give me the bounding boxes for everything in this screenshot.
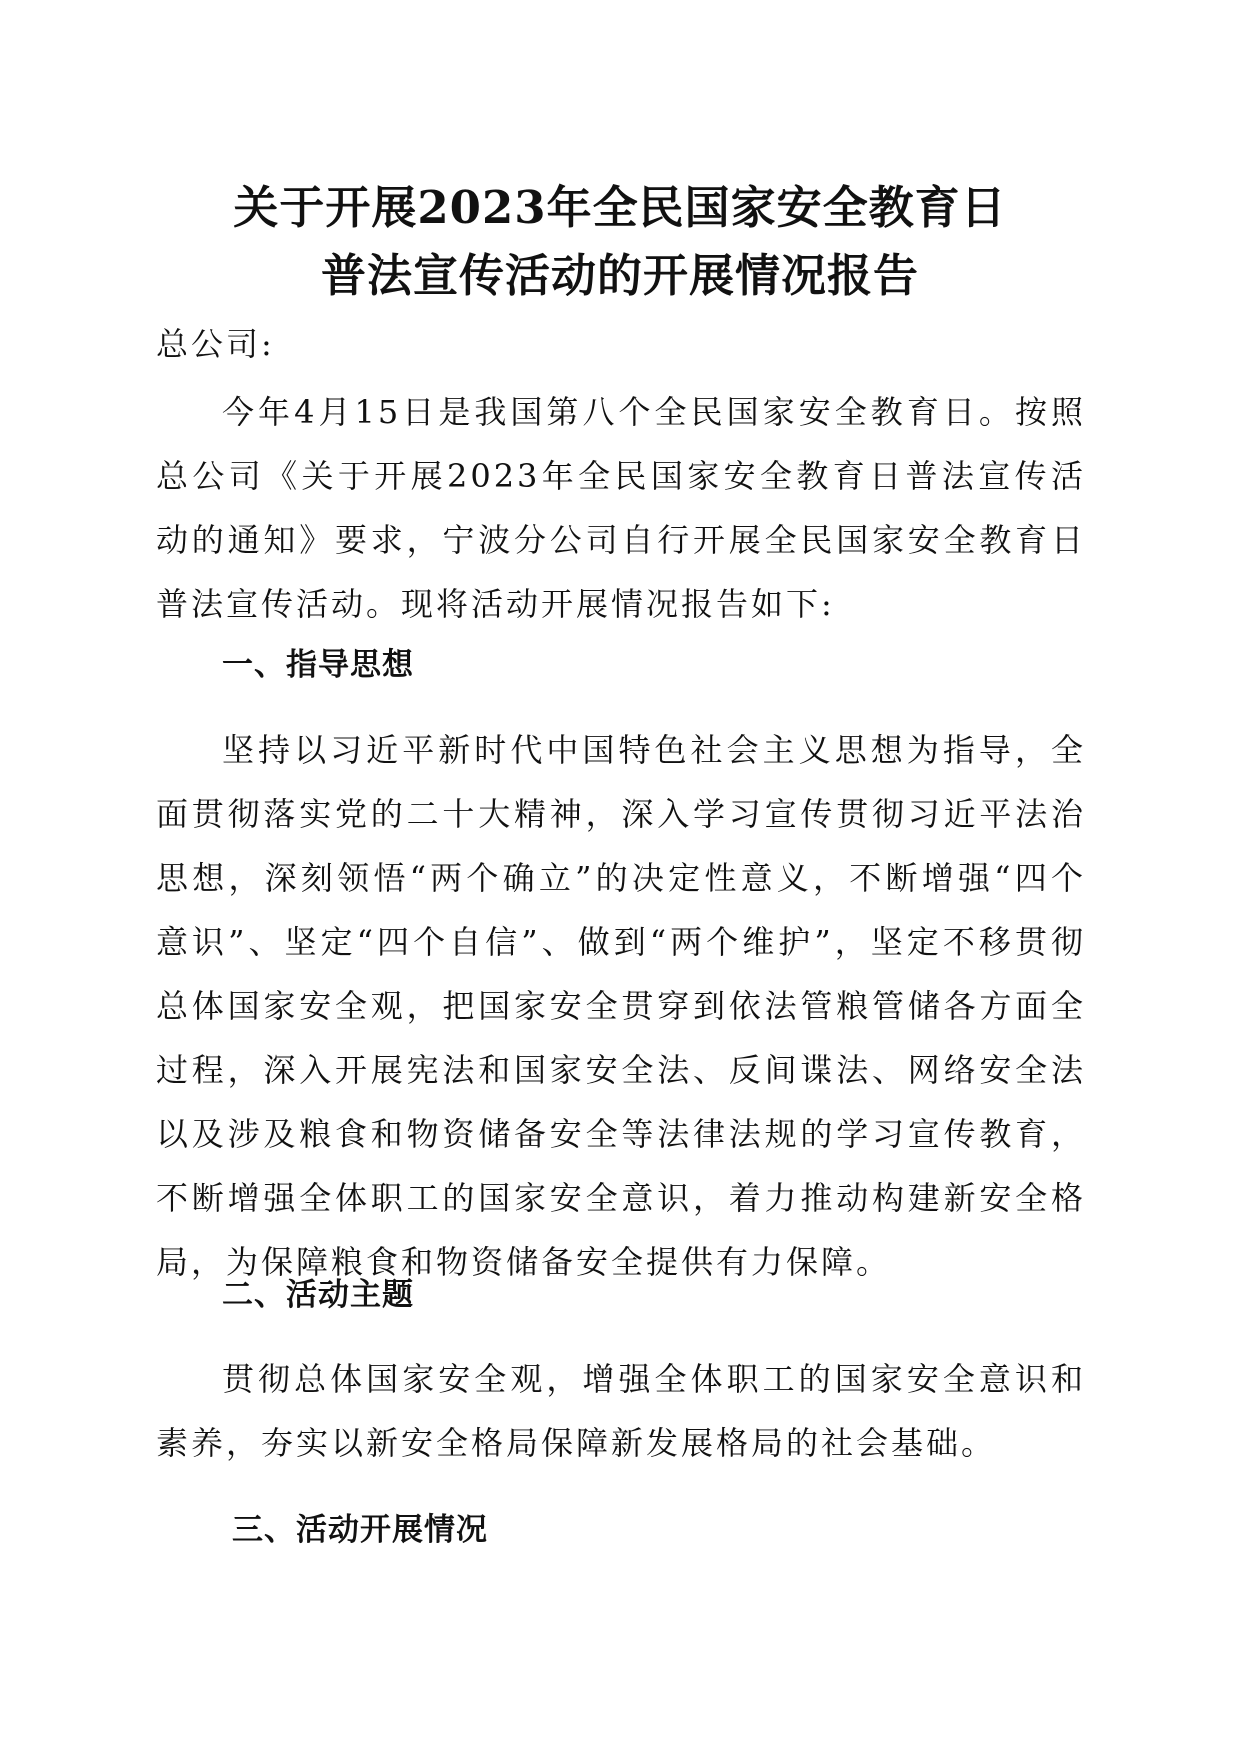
section-heading-guiding-ideology: 一、指导思想 [222, 647, 414, 683]
document-title-line-1: 关于开展2023年全民国家安全教育日 [233, 181, 1007, 234]
paragraph-intro: 今年4月15日是我国第八个全民国家安全教育日。按照总公司《关于开展2023年全民国家安全教育日普法宣传活动的通知》要求，宁波分公司自行开展全民国家安全教育日普法宣传活动。现将活动开展情况报告如下: [156, 393, 1086, 623]
section-heading-activity-status: 三、活动开展情况 [232, 1512, 488, 1548]
paragraph-activity-theme: 贯彻总体国家安全观，增强全体职工的国家安全意识和素养，夯实以新安全格局保障新发展格局的社会基础。 [156, 1360, 1086, 1462]
salutation: 总公司: [156, 325, 275, 363]
section-heading-activity-theme: 二、活动主题 [222, 1277, 414, 1313]
paragraph-guiding-ideology: 坚持以习近平新时代中国特色社会主义思想为指导，全面贯彻落实党的二十大精神，深入学习宣传贯彻习近平法治思想，深刻领悟“两个确立”的决定性意义，不断增强“四个意识”、坚定“四个自信”、做到“两个维护”，坚定不移贯彻总体国家安全观，把国家安全贯穿到依法管粮管储各方面全过程，深入开展宪法和国家安全法、反间谍法、网络安全法以及涉及粮食和物资储备安全等法律法规的学习宣传教育，不断增强全体职工的国家安全意识，着力推动构建新安全格局，为保障粮食和物资储备安全提供有力保障。 [156, 731, 1086, 1281]
document-title-line-2: 普法宣传活动的开展情况报告 [320, 249, 919, 302]
